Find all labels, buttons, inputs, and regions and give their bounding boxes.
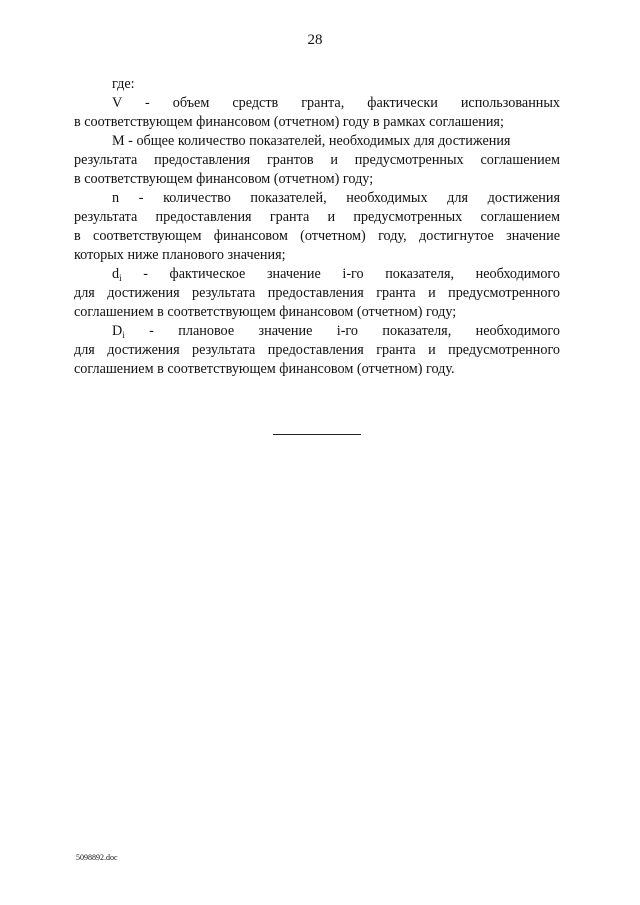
definition-v-line-1 xyxy=(74,94,560,113)
page-number: 28 xyxy=(307,32,323,48)
intro-text: где: xyxy=(112,76,135,92)
symbol-Di-base: D xyxy=(112,323,123,339)
definition-n-line-1 xyxy=(74,189,560,208)
definition-n-line-3: в соответствующем финансовом (отчетном) году, достигнутое значение xyxy=(74,228,560,244)
symbol-m: M xyxy=(112,133,125,149)
symbol-Di-subscript: i xyxy=(122,330,125,340)
definition-Di-line-2: для достижения результата предоставления гранта и предусмотренного xyxy=(74,342,560,358)
end-separator-line xyxy=(273,434,361,435)
definition-di-text-1: - фактическое значение i-го показателя, необходимого xyxy=(143,266,560,282)
symbol-v: V xyxy=(112,95,122,111)
symbol-di-base: d xyxy=(112,266,120,282)
definition-m-line-2: результата предоставления грантов и предусмотренных соглашением xyxy=(74,152,560,168)
symbol-Di xyxy=(112,323,125,339)
symbol-di-subscript: i xyxy=(119,273,122,283)
definition-n-line-2: результата предоставления гранта и предусмотренных соглашением xyxy=(74,209,560,225)
document-body xyxy=(74,75,560,379)
definition-di-line-3: соглашением в соответствующем финансовом (отчетном) году; xyxy=(74,304,457,320)
definition-m-line-3: в соответствующем финансовом (отчетном) году; xyxy=(74,171,374,187)
definition-m-text-1: - общее количество показателей, необходимых для достижения xyxy=(128,133,511,149)
document-id: 5098892.doc xyxy=(76,853,118,862)
definition-Di-text-1: - плановое значение i-го показателя, необходимого xyxy=(149,323,560,339)
definition-di-line-1 xyxy=(74,265,560,284)
symbol-di xyxy=(112,266,122,282)
definition-v-line-2: в соответствующем финансовом (отчетном) году в рамках соглашения; xyxy=(74,114,504,130)
definition-n-text-1: - количество показателей, необходимых для достижения xyxy=(138,190,560,206)
definition-m-line-1 xyxy=(74,132,560,151)
definition-n-line-4: которых ниже планового значения; xyxy=(74,247,286,263)
definition-Di-line-1 xyxy=(74,322,560,341)
symbol-n: n xyxy=(112,190,120,206)
definition-di-line-2: для достижения результата предоставления гранта и предусмотренного xyxy=(74,285,560,301)
definition-Di-line-3: соглашением в соответствующем финансовом (отчетном) году. xyxy=(74,361,455,377)
definition-v-text-1: - объем средств гранта, фактически использованных xyxy=(145,95,561,111)
